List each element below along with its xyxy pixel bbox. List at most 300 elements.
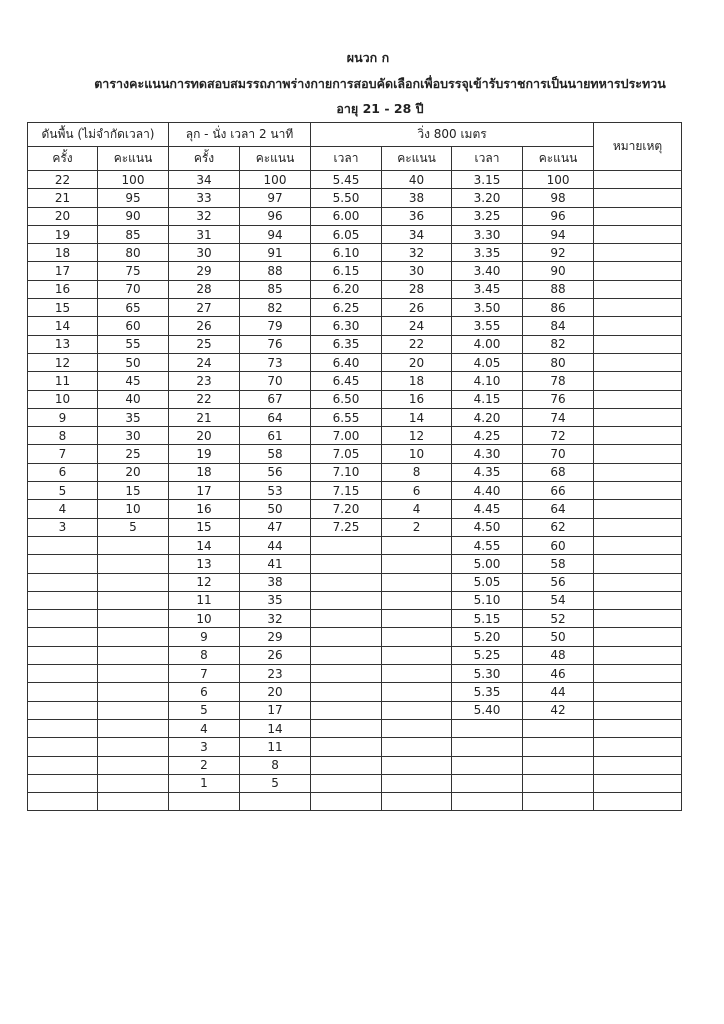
cell-remark	[594, 207, 682, 225]
table-row	[28, 280, 682, 298]
cell-situp-reps: 27	[169, 299, 240, 317]
cell-run-time-1: 6.30	[311, 317, 382, 335]
cell-remark	[594, 427, 682, 445]
cell-pushup-score: 55	[98, 335, 169, 353]
cell-run-time-2: 5.10	[452, 591, 523, 609]
cell-run-score-2: 46	[523, 665, 594, 683]
cell-pushup-score: 30	[98, 427, 169, 445]
cell-situp-score: 47	[240, 518, 311, 536]
table-row	[28, 665, 682, 683]
cell-run-score-2	[523, 738, 594, 756]
cell-run-time-1	[311, 756, 382, 774]
cell-remark	[594, 591, 682, 609]
cell-run-score-1: 8	[382, 463, 452, 481]
cell-situp-reps: 29	[169, 262, 240, 280]
cell-run-score-2	[523, 756, 594, 774]
cell-pushup-reps: 18	[28, 244, 98, 262]
cell-run-score-2: 76	[523, 390, 594, 408]
cell-run-score-2	[523, 774, 594, 792]
cell-situp-score: 70	[240, 372, 311, 390]
cell-situp-reps: 4	[169, 719, 240, 737]
cell-run-score-1: 38	[382, 189, 452, 207]
cell-pushup-score	[98, 555, 169, 573]
cell-run-score-2: 68	[523, 463, 594, 481]
cell-run-time-1	[311, 573, 382, 591]
cell-run-time-2: 3.15	[452, 171, 523, 189]
cell-situp-score: 5	[240, 774, 311, 792]
cell-situp-score: 64	[240, 408, 311, 426]
cell-situp-score: 73	[240, 353, 311, 371]
header-pushup: ดันพื้น (ไม่จำกัดเวลา)	[28, 123, 169, 147]
cell-remark	[594, 738, 682, 756]
cell-remark	[594, 756, 682, 774]
cell-run-score-2: 72	[523, 427, 594, 445]
cell-run-time-1: 6.35	[311, 335, 382, 353]
cell-run-score-2: 60	[523, 536, 594, 554]
cell-situp-reps: 20	[169, 427, 240, 445]
cell-remark	[594, 189, 682, 207]
cell-run-time-1: 7.25	[311, 518, 382, 536]
cell-run-score-1: 32	[382, 244, 452, 262]
cell-run-time-2: 4.25	[452, 427, 523, 445]
cell-pushup-reps	[28, 555, 98, 573]
cell-situp-reps: 21	[169, 408, 240, 426]
cell-pushup-reps: 20	[28, 207, 98, 225]
cell-situp-score: 8	[240, 756, 311, 774]
cell-pushup-score: 40	[98, 390, 169, 408]
cell-pushup-score: 45	[98, 372, 169, 390]
cell-run-score-1	[382, 555, 452, 573]
cell-pushup-score: 60	[98, 317, 169, 335]
cell-pushup-reps	[28, 774, 98, 792]
table-row	[28, 244, 682, 262]
score-table-body	[28, 171, 682, 811]
cell-remark	[594, 610, 682, 628]
cell-run-score-2: 74	[523, 408, 594, 426]
cell-pushup-reps	[28, 610, 98, 628]
cell-situp-score: 94	[240, 225, 311, 243]
cell-run-score-1	[382, 591, 452, 609]
cell-situp-reps: 19	[169, 445, 240, 463]
cell-remark	[594, 665, 682, 683]
cell-situp-score	[240, 793, 311, 811]
cell-run-time-2: 5.25	[452, 646, 523, 664]
cell-run-time-2: 3.55	[452, 317, 523, 335]
cell-run-time-2: 5.00	[452, 555, 523, 573]
cell-run-time-2: 4.35	[452, 463, 523, 481]
cell-situp-reps: 8	[169, 646, 240, 664]
cell-pushup-score: 25	[98, 445, 169, 463]
cell-situp-score: 88	[240, 262, 311, 280]
cell-remark	[594, 555, 682, 573]
cell-run-time-2: 3.25	[452, 207, 523, 225]
cell-remark	[594, 701, 682, 719]
cell-situp-score: 67	[240, 390, 311, 408]
cell-pushup-reps: 3	[28, 518, 98, 536]
cell-run-score-2: 48	[523, 646, 594, 664]
table-row	[28, 171, 682, 189]
cell-remark	[594, 372, 682, 390]
cell-run-time-2: 4.15	[452, 390, 523, 408]
cell-pushup-reps	[28, 628, 98, 646]
cell-pushup-score	[98, 756, 169, 774]
cell-situp-score: 58	[240, 445, 311, 463]
cell-run-time-1	[311, 555, 382, 573]
cell-pushup-reps: 19	[28, 225, 98, 243]
table-row	[28, 353, 682, 371]
cell-run-time-1: 6.40	[311, 353, 382, 371]
cell-run-time-2: 3.45	[452, 280, 523, 298]
cell-pushup-score: 70	[98, 280, 169, 298]
cell-pushup-score	[98, 701, 169, 719]
cell-situp-reps: 23	[169, 372, 240, 390]
cell-run-time-2: 4.20	[452, 408, 523, 426]
cell-remark	[594, 536, 682, 554]
cell-run-time-1: 5.50	[311, 189, 382, 207]
cell-pushup-reps: 6	[28, 463, 98, 481]
cell-pushup-reps	[28, 719, 98, 737]
cell-situp-reps: 7	[169, 665, 240, 683]
cell-pushup-reps: 10	[28, 390, 98, 408]
cell-remark	[594, 628, 682, 646]
cell-remark	[594, 353, 682, 371]
cell-situp-reps: 14	[169, 536, 240, 554]
cell-run-time-1	[311, 665, 382, 683]
cell-run-time-1: 6.00	[311, 207, 382, 225]
cell-situp-reps: 17	[169, 482, 240, 500]
cell-run-score-1: 2	[382, 518, 452, 536]
cell-run-score-1	[382, 683, 452, 701]
cell-pushup-reps: 4	[28, 500, 98, 518]
cell-run-score-1: 40	[382, 171, 452, 189]
table-row	[28, 610, 682, 628]
cell-run-time-1	[311, 628, 382, 646]
cell-run-time-2: 3.20	[452, 189, 523, 207]
cell-run-time-1: 6.15	[311, 262, 382, 280]
table-row	[28, 701, 682, 719]
cell-remark	[594, 171, 682, 189]
table-row	[28, 591, 682, 609]
cell-pushup-score: 95	[98, 189, 169, 207]
cell-situp-reps: 16	[169, 500, 240, 518]
cell-run-time-2: 5.40	[452, 701, 523, 719]
cell-run-score-1: 18	[382, 372, 452, 390]
cell-run-score-2	[523, 793, 594, 811]
cell-run-time-1	[311, 536, 382, 554]
cell-remark	[594, 335, 682, 353]
cell-situp-reps: 18	[169, 463, 240, 481]
cell-run-time-2: 5.05	[452, 573, 523, 591]
cell-run-time-1: 7.20	[311, 500, 382, 518]
cell-pushup-reps	[28, 536, 98, 554]
cell-situp-score: 50	[240, 500, 311, 518]
cell-run-score-2: 90	[523, 262, 594, 280]
cell-remark	[594, 445, 682, 463]
cell-remark	[594, 793, 682, 811]
cell-situp-reps: 13	[169, 555, 240, 573]
cell-run-score-2: 54	[523, 591, 594, 609]
table-row	[28, 207, 682, 225]
cell-run-time-1: 7.00	[311, 427, 382, 445]
cell-remark	[594, 482, 682, 500]
cell-run-time-2	[452, 774, 523, 792]
cell-run-time-1: 7.05	[311, 445, 382, 463]
cell-situp-score: 20	[240, 683, 311, 701]
table-row	[28, 299, 682, 317]
cell-run-score-1: 6	[382, 482, 452, 500]
cell-run-time-1	[311, 591, 382, 609]
subheader-run-score-1: คะแนน	[382, 147, 452, 171]
cell-remark	[594, 390, 682, 408]
cell-situp-score: 29	[240, 628, 311, 646]
cell-run-time-2: 5.20	[452, 628, 523, 646]
cell-run-score-1: 22	[382, 335, 452, 353]
cell-situp-score: 61	[240, 427, 311, 445]
cell-situp-score: 79	[240, 317, 311, 335]
cell-run-score-2: 44	[523, 683, 594, 701]
table-row	[28, 189, 682, 207]
cell-run-time-1	[311, 646, 382, 664]
cell-run-time-1: 6.20	[311, 280, 382, 298]
cell-situp-reps: 25	[169, 335, 240, 353]
cell-run-score-1	[382, 774, 452, 792]
cell-run-score-1	[382, 756, 452, 774]
cell-situp-reps: 34	[169, 171, 240, 189]
cell-situp-reps: 11	[169, 591, 240, 609]
cell-run-score-1	[382, 628, 452, 646]
cell-situp-score: 96	[240, 207, 311, 225]
cell-situp-reps: 12	[169, 573, 240, 591]
table-row	[28, 335, 682, 353]
table-row	[28, 793, 682, 811]
cell-run-score-2: 100	[523, 171, 594, 189]
cell-pushup-score	[98, 665, 169, 683]
cell-run-score-1	[382, 719, 452, 737]
cell-run-time-2: 4.40	[452, 482, 523, 500]
cell-remark	[594, 262, 682, 280]
cell-pushup-reps	[28, 646, 98, 664]
cell-pushup-reps: 17	[28, 262, 98, 280]
cell-remark	[594, 408, 682, 426]
table-row	[28, 262, 682, 280]
cell-situp-reps: 32	[169, 207, 240, 225]
cell-run-time-2: 3.40	[452, 262, 523, 280]
table-row	[28, 646, 682, 664]
cell-run-time-1	[311, 683, 382, 701]
table-row	[28, 500, 682, 518]
cell-run-score-2: 56	[523, 573, 594, 591]
subheader-run-score-2: คะแนน	[523, 147, 594, 171]
cell-run-score-2: 84	[523, 317, 594, 335]
cell-run-score-1: 24	[382, 317, 452, 335]
table-row	[28, 408, 682, 426]
cell-run-time-1	[311, 719, 382, 737]
cell-situp-reps: 1	[169, 774, 240, 792]
cell-run-score-2: 70	[523, 445, 594, 463]
cell-pushup-score	[98, 774, 169, 792]
table-row	[28, 573, 682, 591]
table-row	[28, 225, 682, 243]
cell-run-time-2	[452, 756, 523, 774]
cell-remark	[594, 646, 682, 664]
table-row	[28, 372, 682, 390]
cell-pushup-score: 65	[98, 299, 169, 317]
cell-run-score-2: 64	[523, 500, 594, 518]
table-row	[28, 427, 682, 445]
cell-run-score-2: 80	[523, 353, 594, 371]
cell-situp-reps: 22	[169, 390, 240, 408]
cell-situp-reps: 2	[169, 756, 240, 774]
cell-situp-reps: 30	[169, 244, 240, 262]
cell-situp-score: 44	[240, 536, 311, 554]
cell-pushup-reps	[28, 793, 98, 811]
table-row	[28, 719, 682, 737]
cell-situp-reps: 10	[169, 610, 240, 628]
cell-pushup-reps	[28, 591, 98, 609]
cell-pushup-reps: 8	[28, 427, 98, 445]
cell-situp-reps: 24	[169, 353, 240, 371]
cell-situp-score: 76	[240, 335, 311, 353]
cell-situp-reps: 31	[169, 225, 240, 243]
cell-run-score-1: 30	[382, 262, 452, 280]
cell-run-score-1: 34	[382, 225, 452, 243]
cell-run-time-2: 4.30	[452, 445, 523, 463]
cell-situp-score: 91	[240, 244, 311, 262]
table-row	[28, 738, 682, 756]
cell-pushup-score	[98, 719, 169, 737]
cell-situp-score: 100	[240, 171, 311, 189]
cell-pushup-score: 50	[98, 353, 169, 371]
cell-pushup-score: 90	[98, 207, 169, 225]
cell-pushup-reps	[28, 701, 98, 719]
cell-remark	[594, 280, 682, 298]
cell-run-score-2: 58	[523, 555, 594, 573]
cell-situp-score: 38	[240, 573, 311, 591]
table-row	[28, 628, 682, 646]
cell-run-score-2	[523, 719, 594, 737]
cell-run-time-2: 3.50	[452, 299, 523, 317]
cell-pushup-reps: 7	[28, 445, 98, 463]
cell-run-score-2: 88	[523, 280, 594, 298]
cell-run-score-2: 66	[523, 482, 594, 500]
cell-run-time-2	[452, 738, 523, 756]
cell-run-score-1	[382, 665, 452, 683]
cell-pushup-score	[98, 738, 169, 756]
cell-run-time-1: 6.55	[311, 408, 382, 426]
cell-run-score-1: 28	[382, 280, 452, 298]
cell-situp-score: 14	[240, 719, 311, 737]
subheader-pushup-reps: ครั้ง	[28, 147, 98, 171]
cell-remark	[594, 774, 682, 792]
cell-situp-reps: 15	[169, 518, 240, 536]
cell-pushup-reps: 9	[28, 408, 98, 426]
cell-run-score-2: 52	[523, 610, 594, 628]
cell-pushup-reps: 22	[28, 171, 98, 189]
cell-situp-score: 82	[240, 299, 311, 317]
cell-run-time-1: 6.05	[311, 225, 382, 243]
subheader-pushup-score: คะแนน	[98, 147, 169, 171]
cell-situp-reps: 6	[169, 683, 240, 701]
table-row	[28, 463, 682, 481]
header-remark: หมายเหตุ	[594, 123, 682, 171]
cell-situp-score: 32	[240, 610, 311, 628]
cell-pushup-reps	[28, 573, 98, 591]
cell-run-time-1: 7.15	[311, 482, 382, 500]
cell-run-time-1	[311, 793, 382, 811]
table-row	[28, 756, 682, 774]
cell-remark	[594, 518, 682, 536]
table-row	[28, 518, 682, 536]
table-row	[28, 390, 682, 408]
cell-pushup-score: 20	[98, 463, 169, 481]
cell-situp-score: 56	[240, 463, 311, 481]
cell-pushup-reps	[28, 683, 98, 701]
cell-run-score-2: 82	[523, 335, 594, 353]
cell-run-score-2: 86	[523, 299, 594, 317]
cell-situp-reps: 9	[169, 628, 240, 646]
cell-situp-score: 26	[240, 646, 311, 664]
table-row	[28, 445, 682, 463]
cell-run-score-1: 4	[382, 500, 452, 518]
table-row	[28, 317, 682, 335]
table-row	[28, 555, 682, 573]
cell-situp-score: 23	[240, 665, 311, 683]
cell-pushup-score	[98, 683, 169, 701]
cell-situp-reps: 33	[169, 189, 240, 207]
cell-run-score-1	[382, 793, 452, 811]
cell-run-score-1: 26	[382, 299, 452, 317]
cell-run-time-2: 5.35	[452, 683, 523, 701]
cell-run-time-2: 3.35	[452, 244, 523, 262]
cell-run-time-1	[311, 701, 382, 719]
cell-remark	[594, 573, 682, 591]
cell-run-time-2: 4.50	[452, 518, 523, 536]
cell-run-score-2: 78	[523, 372, 594, 390]
cell-pushup-reps: 11	[28, 372, 98, 390]
subheader-run-time-2: เวลา	[452, 147, 523, 171]
cell-pushup-score	[98, 573, 169, 591]
cell-remark	[594, 683, 682, 701]
cell-pushup-reps: 13	[28, 335, 98, 353]
cell-pushup-score: 80	[98, 244, 169, 262]
cell-remark	[594, 719, 682, 737]
table-row	[28, 482, 682, 500]
score-table	[27, 122, 682, 811]
cell-pushup-score: 100	[98, 171, 169, 189]
cell-remark	[594, 299, 682, 317]
cell-pushup-score	[98, 793, 169, 811]
cell-run-score-2: 62	[523, 518, 594, 536]
cell-pushup-reps	[28, 665, 98, 683]
cell-pushup-score: 85	[98, 225, 169, 243]
cell-run-score-2: 50	[523, 628, 594, 646]
cell-run-score-1	[382, 610, 452, 628]
header-situp: ลุก - นั่ง เวลา 2 นาที	[169, 123, 311, 147]
cell-run-score-2: 96	[523, 207, 594, 225]
cell-situp-score: 35	[240, 591, 311, 609]
cell-pushup-reps: 12	[28, 353, 98, 371]
cell-run-time-2	[452, 793, 523, 811]
cell-remark	[594, 244, 682, 262]
cell-pushup-score: 15	[98, 482, 169, 500]
cell-run-time-2: 3.30	[452, 225, 523, 243]
cell-run-time-2: 4.00	[452, 335, 523, 353]
cell-run-score-1	[382, 701, 452, 719]
cell-pushup-score	[98, 610, 169, 628]
cell-remark	[594, 317, 682, 335]
cell-run-score-1	[382, 573, 452, 591]
header-run: วิ่ง 800 เมตร	[311, 123, 594, 147]
